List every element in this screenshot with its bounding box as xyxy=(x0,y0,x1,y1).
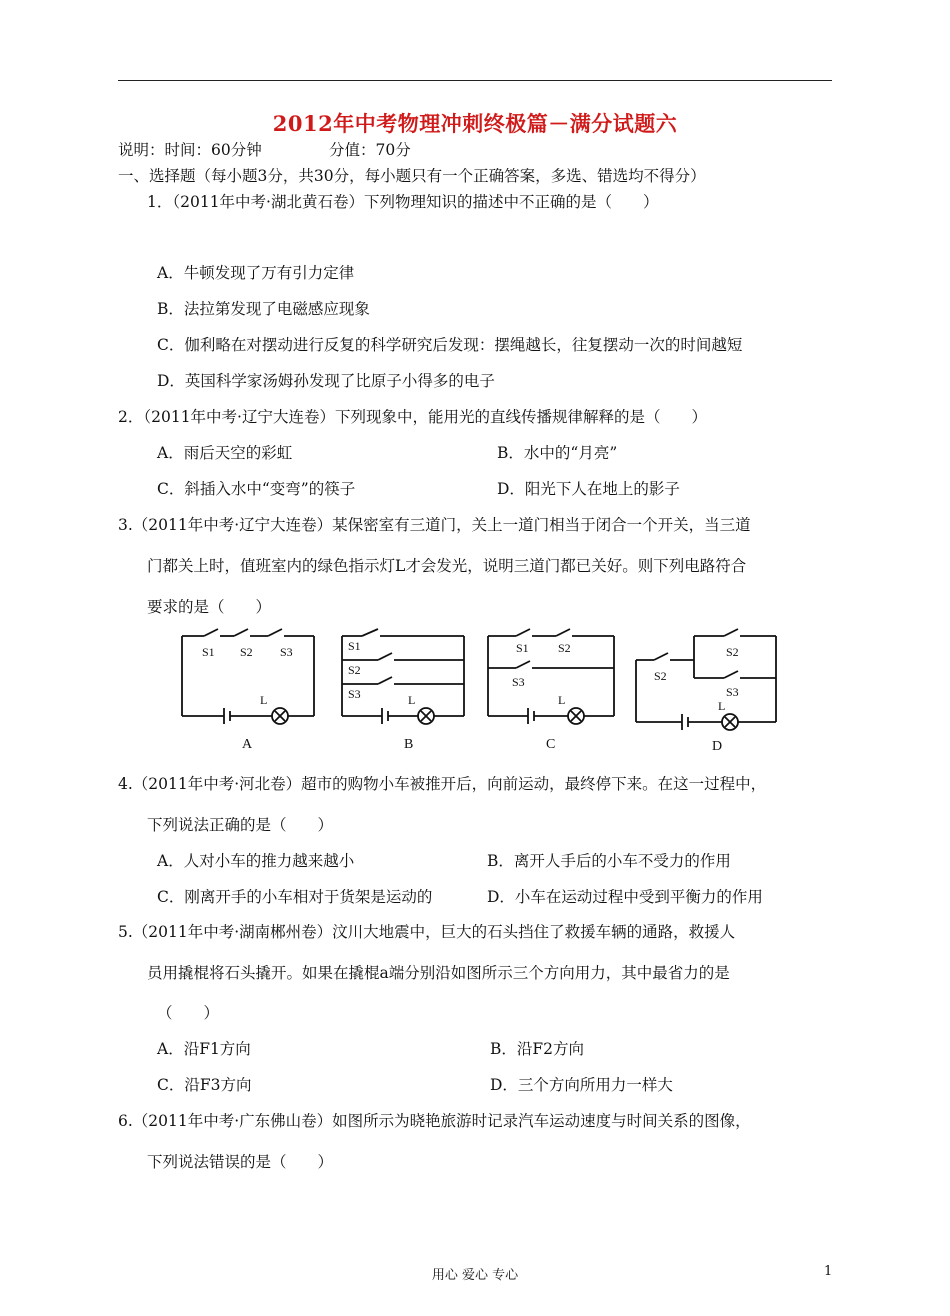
circuit-c-label: C xyxy=(546,737,556,752)
exam-info-score: 分值：70分 xyxy=(329,141,411,159)
question-5-option-b: B．沿F2方向 xyxy=(490,1040,585,1058)
question-5-option-d: D．三个方向所用力一样大 xyxy=(490,1076,673,1094)
circuit-d-lamp-label: L xyxy=(718,699,726,713)
question-3-stem-line-2: 门都关上时，值班室内的绿色指示灯L才会发光，说明三道门都已关好。则下列电路符合 xyxy=(147,557,747,575)
question-1-option-c: C．伽利略在对摆动进行反复的科学研究后发现：摆绳越长，往复摆动一次的时间越短 xyxy=(157,336,743,354)
question-2-option-c: C．斜插入水中“变弯”的筷子 xyxy=(157,480,356,498)
question-2-option-a: A．雨后天空的彩虹 xyxy=(157,444,293,462)
circuit-a xyxy=(182,629,314,724)
circuit-a-lamp-label: L xyxy=(260,693,268,707)
circuit-a-switch-1-label: S1 xyxy=(202,645,215,659)
circuit-d-switch-3-label: S3 xyxy=(726,685,739,699)
question-2-stem: 2．（2011年中考·辽宁大连卷）下列现象中，能用光的直线传播规律解释的是（ ） xyxy=(118,408,707,426)
circuit-c-switch-3-label: S3 xyxy=(512,675,525,689)
circuit-b-switch-3-label: S3 xyxy=(348,687,361,701)
question-2-option-d: D．阳光下人在地上的影子 xyxy=(497,480,680,498)
question-4-option-c: C．刚离开手的小车相对于货架是运动的 xyxy=(157,888,433,906)
circuit-d-label: D xyxy=(712,739,723,754)
question-4-option-b: B．离开人手后的小车不受力的作用 xyxy=(487,852,731,870)
question-5-stem-line-1: 5.（2011年中考·湖南郴州卷）汶川大地震中，巨大的石头挡住了救援车辆的通路，救援人 xyxy=(118,923,736,941)
circuit-b-switch-2-label: S2 xyxy=(348,663,361,677)
circuit-b-lamp-label: L xyxy=(408,693,416,707)
question-3-stem-line-1: 3.（2011年中考·辽宁大连卷）某保密室有三道门，关上一道门相当于闭合一个开关，当三道 xyxy=(118,516,751,534)
circuit-d-switch-1-label: S2 xyxy=(726,645,739,659)
question-1-option-d: D．英国科学家汤姆孙发现了比原子小得多的电子 xyxy=(157,372,495,390)
page-number: 1 xyxy=(824,1264,833,1279)
question-3-stem-line-3: 要求的是（ ） xyxy=(147,598,272,616)
circuit-a-switch-3-label: S3 xyxy=(280,645,293,659)
question-4-stem-line-1: 4.（2011年中考·河北卷）超市的购物小车被推开后，向前运动，最终停下来。在这一过程中， xyxy=(118,775,767,793)
page-title: 2012年中考物理冲刺终极篇－满分试题六 xyxy=(272,111,678,136)
question-5-option-a: A．沿F1方向 xyxy=(157,1040,251,1058)
exam-info-time: 说明：时间：60分钟 xyxy=(118,141,262,159)
circuit-c-switch-2-label: S2 xyxy=(558,641,571,655)
circuit-a-switch-2-label: S2 xyxy=(240,645,253,659)
question-4-option-d: D．小车在运动过程中受到平衡力的作用 xyxy=(487,888,763,906)
question-1-option-a: A．牛顿发现了万有引力定律 xyxy=(157,264,355,282)
circuit-c xyxy=(488,629,614,724)
circuit-b-label: B xyxy=(404,737,414,752)
circuit-d-switch-2-label: S2 xyxy=(654,669,667,683)
question-4-stem-line-2: 下列说法正确的是（ ） xyxy=(147,816,334,834)
question-1-option-b: B．法拉第发现了电磁感应现象 xyxy=(157,300,370,318)
circuit-a-label: A xyxy=(242,737,253,752)
footer-motto: 用心 爱心 专心 xyxy=(431,1268,519,1283)
question-5-stem-line-2: 员用撬棍将石头撬开。如果在撬棍a端分别沿如图所示三个方向用力，其中最省力的是 xyxy=(147,964,730,982)
question-3-circuit-diagrams xyxy=(172,626,792,756)
question-4-option-a: A．人对小车的推力越来越小 xyxy=(157,852,355,870)
question-6-stem-line-2: 下列说法错误的是（ ） xyxy=(147,1153,334,1171)
circuit-b-switch-1-label: S1 xyxy=(348,639,361,653)
section-heading: 一、选择题（每小题3分，共30分，每小题只有一个正确答案，多选、错选均不得分） xyxy=(118,167,706,185)
header-rule xyxy=(118,80,832,81)
circuit-c-lamp-label: L xyxy=(558,693,566,707)
circuit-c-switch-1-label: S1 xyxy=(516,641,529,655)
question-5-option-c: C．沿F3方向 xyxy=(157,1076,252,1094)
question-1-stem: 1．（2011年中考·湖北黄石卷）下列物理知识的描述中不正确的是（ ） xyxy=(147,193,659,211)
question-6-stem-line-1: 6.（2011年中考·广东佛山卷）如图所示为晓艳旅游时记录汽车运动速度与时间关系的图像， xyxy=(118,1112,751,1130)
question-5-stem-line-3: （ ） xyxy=(157,1004,220,1022)
question-2-option-b: B．水中的“月亮” xyxy=(497,444,618,462)
